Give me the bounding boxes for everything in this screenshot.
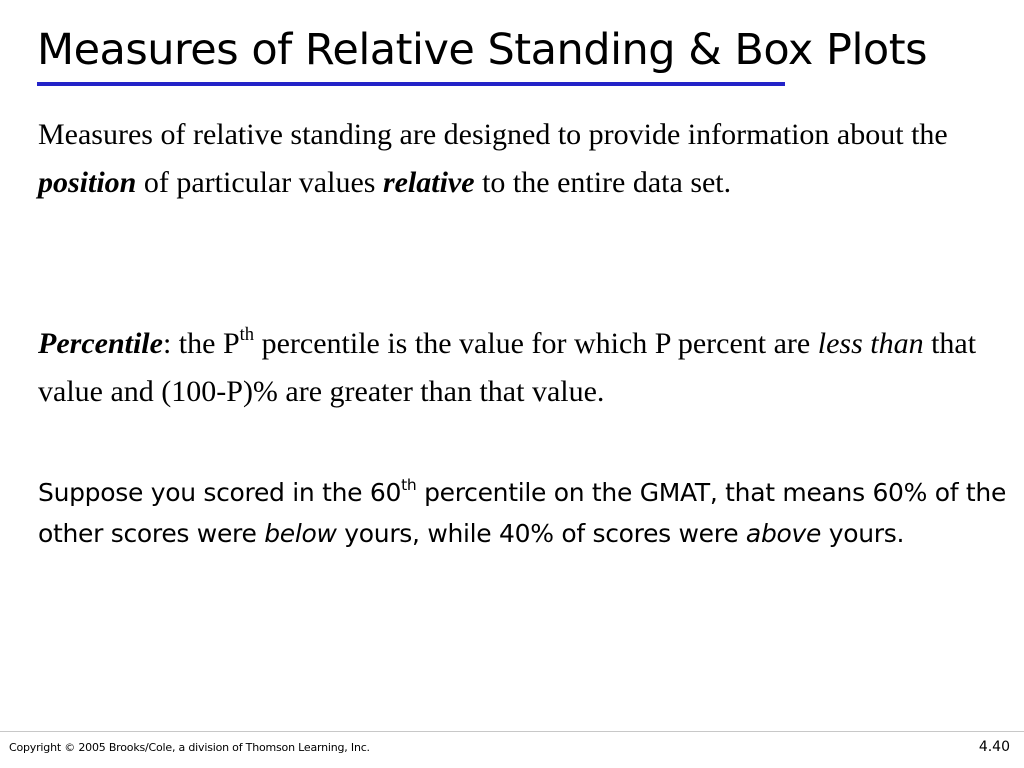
p2-text-3: that value and (100-P)% are greater than that value.	[38, 327, 977, 408]
percentile-paragraph	[38, 320, 1018, 416]
p2-text-1: : the P	[162, 327, 240, 360]
example-paragraph	[38, 472, 1018, 554]
footer-copyright: Copyright © 2005 Brooks/Cole, a division of Thomson Learning, Inc.	[9, 741, 370, 754]
p3-text-3: yours, while 40% of scores were	[336, 519, 746, 548]
footer-divider	[0, 731, 1024, 732]
definition-paragraph	[38, 111, 1018, 207]
p3-text-4: yours.	[821, 519, 905, 548]
p3-emphasis-below: below	[264, 519, 337, 548]
p2-emphasis-less-than: less than	[817, 327, 924, 360]
slide-title: Measures of Relative Standing & Box Plots	[37, 25, 927, 75]
p1-text-1: Measures of relative standing are designed to provide information about the	[38, 118, 948, 151]
p3-emphasis-above: above	[745, 519, 822, 548]
p2-term-percentile: Percentile	[38, 327, 163, 360]
p1-emphasis-relative: relative	[382, 166, 475, 199]
p1-emphasis-position: position	[38, 166, 137, 199]
p1-text-2: of particular values	[136, 166, 383, 199]
page-number: 4.40	[978, 739, 1010, 755]
p3-superscript: th	[401, 476, 417, 495]
title-underline	[37, 82, 785, 86]
p2-text-2: percentile is the value for which P percent are	[254, 327, 818, 360]
p2-superscript: th	[239, 323, 255, 345]
p3-text-1: Suppose you scored in the 60	[38, 478, 402, 507]
p3-text-2: percentile on the GMAT, that means 60% of the other scores were	[38, 478, 1007, 548]
p1-text-3: to the entire data set.	[474, 166, 732, 199]
